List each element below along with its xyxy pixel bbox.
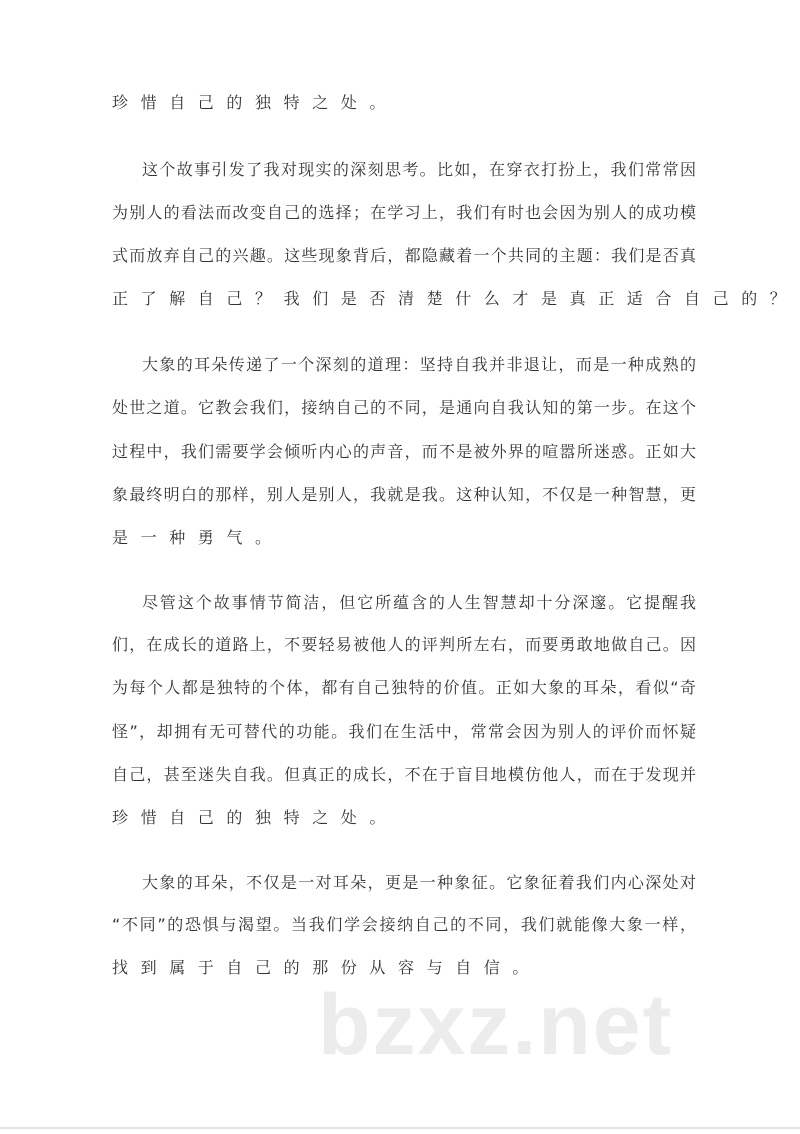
text-line: 为别人的看法而改变自己的选择；在学习上，我们有时也会因为别人的成功模 xyxy=(112,203,696,222)
watermark: bzxz.net xyxy=(318,977,674,1073)
text-line: 珍惜自己的独特之处。 xyxy=(112,93,399,112)
text-line: 这个故事引发了我对现实的深刻思考。比如，在穿衣打扮上，我们常常因 xyxy=(142,160,696,179)
text-line: 正了解自己？我们是否清楚什么才是真正适合自己的？ xyxy=(112,289,799,308)
text-line: 式而放弃自己的兴趣。这些现象背后，都隐藏着一个共同的主题：我们是否真 xyxy=(112,246,696,265)
text-line: 自己，甚至迷失自我。但真正的成长，不在于盲目地模仿他人，而在于发现并 xyxy=(112,765,696,784)
text-line: 怪”，却拥有无可替代的功能。我们在生活中，常常会因为别人的评价而怀疑 xyxy=(112,722,696,741)
text-line: 象最终明白的那样，别人是别人，我就是我。这种认知，不仅是一种智慧，更 xyxy=(112,485,696,504)
text-line: 珍惜自己的独特之处。 xyxy=(112,808,399,827)
text-line: 过程中，我们需要学会倾听内心的声音，而不是被外界的喧嚣所迷惑。正如大 xyxy=(112,442,696,461)
text-line: 找到属于自己的那份从容与自信。 xyxy=(112,958,542,977)
page-bottom-edge xyxy=(0,1127,800,1129)
text-line: 是一种勇气。 xyxy=(112,528,284,547)
text-line: 处世之道。它教会我们，接纳自己的不同，是通向自我认知的第一步。在这个 xyxy=(112,398,696,417)
text-line: 尽管这个故事情节简洁，但它所蕴含的人生智慧却十分深邃。它提醒我 xyxy=(142,593,696,612)
text-line: 们，在成长的道路上，不要轻易被他人的评判所左右，而要勇敢地做自己。因 xyxy=(112,635,696,654)
text-line: 大象的耳朵传递了一个深刻的道理：坚持自我并非退让，而是一种成熟的 xyxy=(142,355,696,374)
text-line: 大象的耳朵，不仅是一对耳朵，更是一种象征。它象征着我们内心深处对 xyxy=(142,873,696,892)
text-line: 为每个人都是独特的个体，都有自己独特的价值。正如大象的耳朵，看似“奇 xyxy=(112,678,696,697)
text-line: “不同”的恐惧与渴望。当我们学会接纳自己的不同，我们就能像大象一样， xyxy=(112,915,696,934)
